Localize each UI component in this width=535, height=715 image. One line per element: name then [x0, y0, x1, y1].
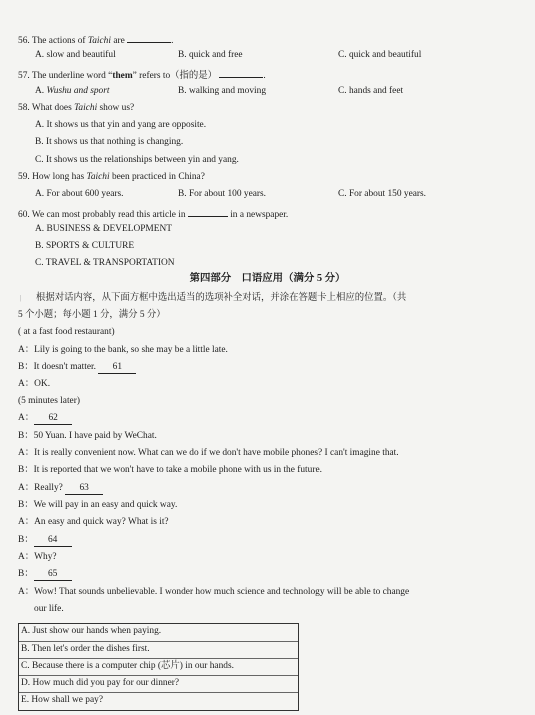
dialogue-line: [18, 500, 177, 511]
divider: [19, 692, 298, 693]
dialogue-text: 50 Yuan. I have paid by WeChat.: [33, 431, 157, 441]
dialogue-line: [18, 379, 50, 390]
option-60b: B. SPORTS & CULTURE: [35, 241, 135, 251]
question-italic: Taichi: [87, 36, 111, 46]
answer-blank: [219, 68, 263, 78]
dialogue-line: [18, 413, 72, 425]
question-60: [18, 207, 288, 221]
option-57c: C. hands and feet: [338, 86, 404, 96]
divider: [19, 641, 298, 642]
question-italic: Taichi: [86, 172, 110, 182]
section-title: 第四部分 口语应用（满分 5 分）: [189, 273, 346, 284]
speaker-label: B：: [18, 500, 34, 510]
question-text: 58. What does: [18, 103, 75, 113]
speaker-label: B：: [18, 465, 34, 475]
choice-d: D. How much did you pay for our dinner?: [21, 678, 180, 688]
question-text: are: [110, 36, 125, 46]
dialogue-text: our life.: [34, 604, 64, 614]
answer-blank: [127, 33, 171, 43]
dialogue-text: It doesn't matter.: [33, 362, 96, 372]
dialogue-text: Why?: [34, 552, 57, 562]
question-text: 56. The actions of: [18, 36, 88, 46]
dialogue-line: [18, 587, 409, 598]
choice-b: B. Then let's order the dishes first.: [21, 644, 150, 654]
option-59a: A. For about 600 years.: [35, 189, 124, 199]
dialogue-line: [18, 431, 157, 442]
option-56b: B. quick and free: [178, 50, 243, 60]
divider: [19, 658, 298, 659]
question-58: [18, 103, 134, 114]
dialogue-text: Wow! That sounds unbelievable. I wonder how much science and technology will be able to change: [34, 587, 410, 597]
dialogue-line: [18, 448, 399, 459]
section-instruction: 根据对话内容，从下面方框中选出适当的选项补全对话，并涂在答题卡上相应的位置。（共: [36, 293, 407, 303]
answer-blank-62: 62: [34, 413, 72, 425]
dialogue-setting: ( at a fast food restaurant): [18, 327, 115, 337]
question-text: show us?: [97, 103, 135, 113]
dialogue-text: (5 minutes later): [18, 396, 80, 406]
dialogue-text: An easy and quick way? What is it?: [34, 517, 169, 527]
dialogue-line: [18, 362, 136, 374]
option-60a: A. BUSINESS & DEVELOPMENT: [35, 224, 172, 234]
answer-blank-63: 63: [65, 483, 103, 495]
question-italic: Taichi: [74, 103, 98, 113]
dialogue-text: It is really convenient now. What can we do if we don't have mobile phones? I can't imagine that.: [34, 448, 399, 458]
dialogue-line: [18, 535, 72, 547]
dialogue-line: [18, 345, 228, 356]
speaker-label: B：: [18, 431, 34, 441]
option-56c: C. quick and beautiful: [338, 50, 422, 60]
choice-e: E. How shall we pay?: [21, 695, 104, 705]
choices-box: [18, 623, 299, 711]
dialogue-line-cont: [34, 604, 64, 615]
question-text: ” refers to（指的是）: [132, 71, 218, 81]
question-56: [18, 33, 173, 47]
choice-a: A. Just show our hands when paying.: [21, 626, 162, 636]
dialogue-line: [18, 396, 80, 407]
speaker-label: A：: [18, 345, 35, 355]
dialogue-text: We will pay in an easy and quick way.: [33, 500, 178, 510]
dialogue-text: Lily is going to the bank, so she may be a little late.: [34, 345, 228, 355]
dialogue-line: [18, 552, 57, 563]
answer-blank: [188, 207, 228, 217]
option-letter: A.: [35, 86, 47, 96]
speaker-label: A：: [18, 483, 35, 493]
choice-c: C. Because there is a computer chip (芯片) in our hands.: [21, 661, 234, 671]
question-text: 57. The underline word “: [18, 71, 113, 81]
question-text: 59. How long has: [18, 172, 87, 182]
dialogue-text: It is reported that we won't have to take a mobile phone with us in the future.: [33, 465, 322, 475]
speaker-label: A：: [18, 552, 35, 562]
option-60c: C. TRAVEL & TRANSPORTATION: [35, 258, 175, 268]
question-text: .: [171, 36, 174, 46]
speaker-label: A：: [18, 448, 35, 458]
question-59: [18, 172, 205, 183]
dialogue-line: [18, 569, 72, 581]
question-text: been practiced in China?: [109, 172, 205, 182]
speaker-label: B：: [18, 569, 34, 579]
dialogue-line: [18, 483, 103, 495]
question-text: .: [263, 71, 266, 81]
question-bold: them: [112, 71, 133, 81]
option-58c: C. It shows us the relationships between yin and yang.: [35, 155, 239, 165]
speaker-label: A：: [18, 379, 35, 389]
dialogue-text: Really?: [34, 483, 63, 493]
divider: [19, 675, 298, 676]
dialogue-line: [18, 517, 169, 528]
question-text: 60. We can most probably read this article in: [18, 210, 186, 220]
answer-blank-64: 64: [34, 535, 72, 547]
dialogue-text: OK.: [34, 379, 51, 389]
option-text: Wushu and sport: [46, 86, 110, 96]
speaker-label: B：: [18, 535, 34, 545]
option-59b: B. For about 100 years.: [178, 189, 267, 199]
answer-blank-65: 65: [34, 569, 72, 581]
option-56a: A. slow and beautiful: [35, 50, 116, 60]
option-58a: A. It shows us that yin and yang are opposite.: [35, 120, 207, 130]
option-59c: C. For about 150 years.: [338, 189, 427, 199]
speaker-label: B：: [18, 362, 34, 372]
section-instruction-cont: 5 个小题；每小题 1 分，满分 5 分）: [18, 310, 166, 320]
question-text: in a newspaper.: [230, 210, 289, 220]
answer-blank-61: 61: [98, 362, 136, 374]
question-57: [18, 68, 266, 82]
speaker-label: A：: [18, 413, 35, 423]
option-57b: B. walking and moving: [178, 86, 267, 96]
speaker-label: A：: [18, 587, 35, 597]
dialogue-line: [18, 465, 322, 476]
speaker-label: A：: [18, 517, 35, 527]
option-58b: B. It shows us that nothing is changing.: [35, 137, 184, 147]
option-57a: [35, 86, 110, 97]
scan-mark: |: [20, 294, 22, 302]
